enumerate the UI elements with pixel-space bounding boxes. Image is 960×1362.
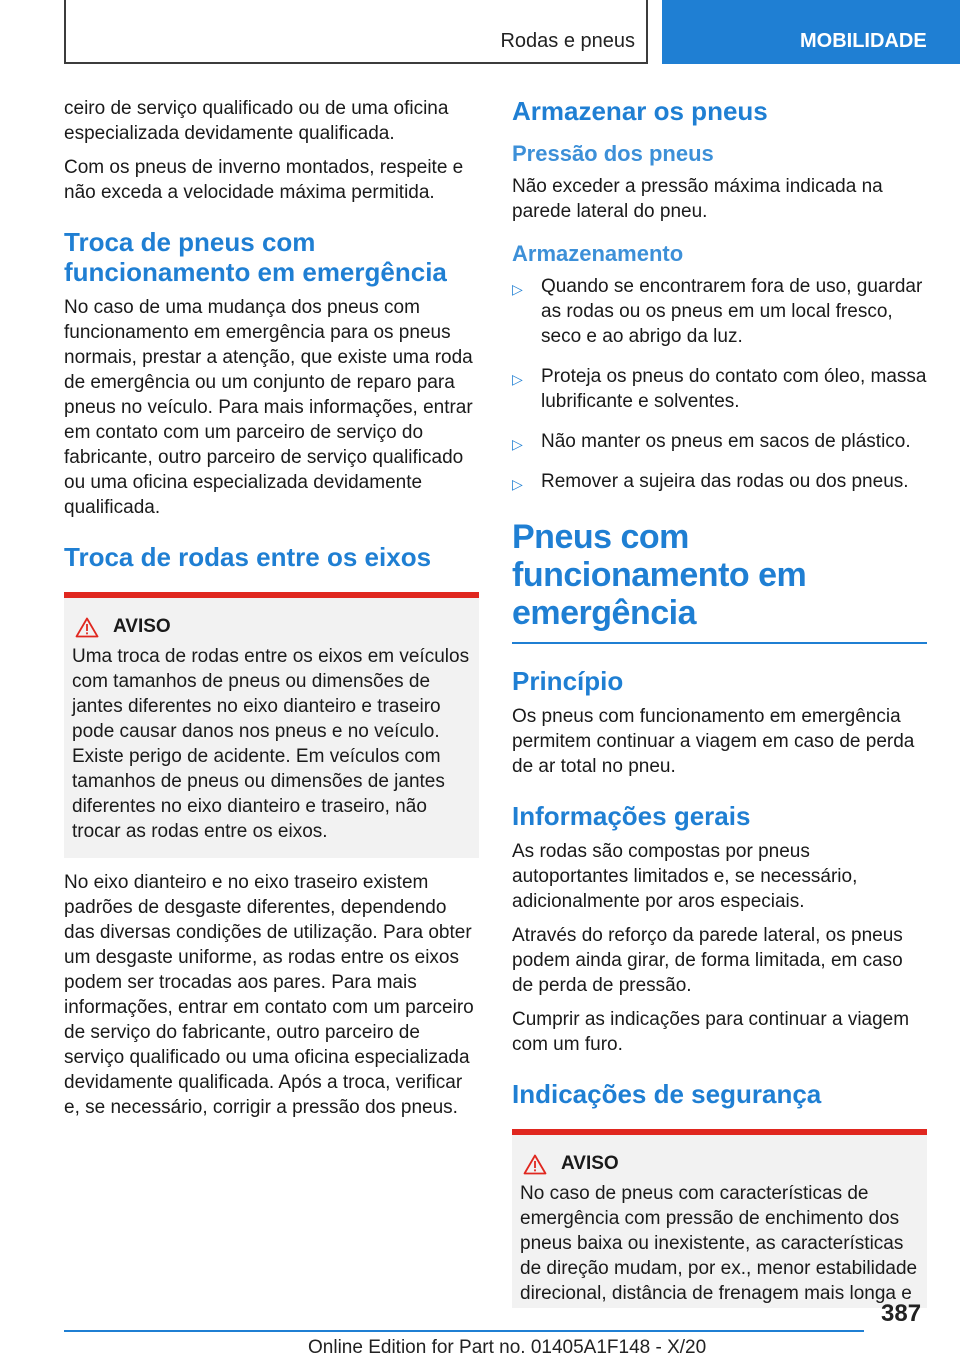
warning-text: No caso de pneus com características de emergência com pressão de enchimento dos pneus baixa ou inexistente, as características de direção mudam, por ex., menor estabilidade direcional, distância de frenagem mais longa e (520, 1183, 918, 1304)
heading-axle-wheel-swap: Troca de rodas entre os eixos (64, 542, 432, 572)
warning-box-safety (512, 1129, 927, 1308)
warning-triangle-icon (75, 617, 99, 638)
intro-paragraph-2: Com os pneus de inverno montados, respeite e não exceda a velocidade máxima permitida. (64, 157, 464, 203)
page-number: 387 (881, 1300, 922, 1327)
warning-text: Uma troca de rodas entre os eixos em veículos com tamanhos de pneus ou dimensões de jantes diferentes no eixo dianteiro e traseiro pode causar danos nos pneus e no veículo. Existe perigo de acidente. Em veículos com tamanhos de pneus ou dimensões de jantes diferentes no eixo dianteiro e traseiro, não trocar as rodas entre os eixos. (72, 646, 470, 842)
heading-principle: Princípio (512, 666, 624, 696)
triangle-right-icon: ▷ (512, 436, 523, 452)
list-item: ▷ Proteja os pneus do contato com óleo, massa lubrificante e solventes. (512, 366, 927, 412)
paragraph-general-2: Através do reforço da parede lateral, os pneus podem ainda girar, de forma limitada, em caso de perda de pressão. (512, 925, 903, 996)
warning-box-axles (64, 592, 479, 858)
warning-title (520, 1153, 919, 1175)
list-item: ▷ Quando se encontrarem fora de uso, guardar as rodas ou os pneus em um local fresco, seco e ao abrigo da luz. (512, 276, 923, 347)
paragraph-general-1: As rodas são compostas por pneus autoportantes limitados e, se necessário, adicionalmente por aros especiais. (512, 841, 858, 912)
paragraph-tire-pressure: Não exceder a pressão máxima indicada na parede lateral do pneu. (512, 176, 883, 222)
triangle-right-icon: ▷ (512, 476, 523, 492)
list-item: ▷ Remover a sujeira das rodas ou dos pneus. (512, 469, 927, 494)
warning-title (72, 616, 471, 638)
triangle-right-icon: ▷ (512, 281, 523, 297)
triangle-right-icon: ▷ (512, 371, 523, 387)
list-item: ▷ Não manter os pneus em sacos de plástico. (512, 429, 927, 454)
heading-safety-notes: Indicações de segurança (512, 1079, 822, 1109)
paragraph-axle-wear: No eixo dianteiro e no eixo traseiro existem padrões de desgaste diferentes, dependendo das diversas condições de utilização. Para obter um desgaste uniforme, as rodas entre os eixos podem ser trocadas aos pares. Para mais informações, entrar em contato com um parceiro de serviço do fabricante, outro parceiro de serviço qualificado ou uma oficina especializada devidamente qualificada. Após a troca, verificar e, se necessário, corrigir a pressão dos pneus. (64, 872, 474, 1118)
heading-store-tires: Armazenar os pneus (512, 96, 768, 126)
intro-paragraph-1: ceiro de serviço qualificado ou de uma oficina especializada devidamente qualificada. (64, 98, 449, 144)
warning-label: AVISO (561, 1153, 619, 1174)
paragraph-emergency-tire-change: No caso de uma mudança dos pneus com funcionamento em emergência para os pneus normais, prestar a atenção, que existe uma roda de emergência ou um conjunto de reparo para pneus no veículo. Para mais informações, entrar em contato com um parceiro de serviço do fabricante, outro parceiro de serviço qualificado ou uma oficina especializada devidamente qualificada. (64, 297, 473, 518)
paragraph-general-3: Cumprir as indicações para continuar a viagem com um furo. (512, 1009, 910, 1055)
paragraph-principle: Os pneus com funcionamento em emergência permitem continuar a viagem em caso de perda de ar total no pneu. (512, 706, 915, 777)
right-column (512, 96, 927, 1308)
warning-triangle-icon (523, 1154, 547, 1175)
heading-general-info: Informações gerais (512, 801, 751, 831)
header-chapter-tab[interactable]: MOBILIDADE (662, 0, 960, 64)
heading-run-flat-tires: Pneus com funcionamento em emergência (512, 518, 927, 644)
left-column (64, 96, 479, 1129)
heading-emergency-tire-change: Troca de pneus com funcionamento em emergência (64, 227, 447, 287)
heading-tire-pressure: Pressão dos pneus (512, 141, 714, 166)
header-section-title: Rodas e pneus (500, 30, 635, 52)
warning-label: AVISO (113, 616, 171, 637)
heading-storage: Armazenamento (512, 241, 684, 266)
footer-edition: Online Edition for Part no. 01405A1F148 - X/20 (308, 1337, 707, 1358)
footer-rule (64, 1330, 864, 1332)
storage-list (512, 274, 927, 494)
